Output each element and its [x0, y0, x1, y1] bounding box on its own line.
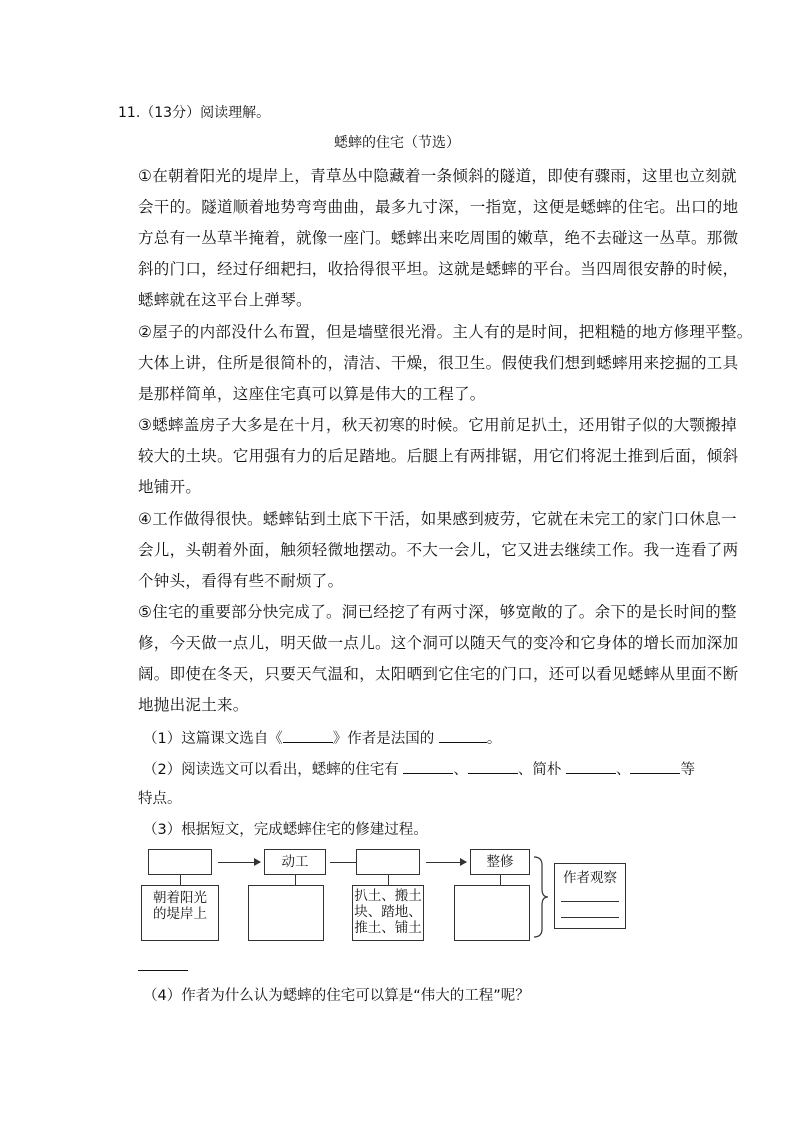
- detail3-line: 推土、铺土: [354, 920, 422, 936]
- paragraph-line: 较大的土块。它用强有力的后足踏地。后腿上有两排锯，用它们将泥土推到后面，倾斜: [138, 447, 739, 465]
- detail1-line: 朝着阳光: [153, 890, 207, 906]
- detail2-blank-box[interactable]: [248, 885, 324, 941]
- q1-text-c: 。: [486, 731, 502, 747]
- paragraph-line: ④工作做得很快。蟋蟀钻到土底下干活，如果感到疲劳，它就在未完工的家门口休息一: [138, 510, 737, 528]
- connector: [388, 875, 389, 885]
- sub-question-3: （3）根据短文，完成蟋蟀住宅的修建过程。: [143, 822, 428, 838]
- paragraph-line: 阔。即使在冬天，只要天气温和，太阳晒到它住宅的门口，还可以看见蟋蟀从里面不断: [138, 665, 739, 683]
- q1-text-a: （1）这篇课文选自《: [143, 731, 283, 747]
- detail4-blank-box[interactable]: [454, 885, 530, 941]
- paragraph-line: 大体上讲，住所是很简朴的，清洁、干燥，很卫生。假使我们想到蟋蟀用来挖掘的工具: [138, 354, 739, 372]
- paragraph-line: ③蟋蟀盖房子大多是在十月，秋天初寒的时候。它用前足扒土，还用钳子似的大颚搬掉: [138, 416, 737, 434]
- paragraph-line: 修，今天做一点儿，明天做一点儿。这个洞可以随天气的变冷和它身体的增长而加深加: [138, 634, 739, 652]
- answer-blank[interactable]: [566, 759, 616, 774]
- connector: [295, 875, 296, 885]
- answer-blank[interactable]: [403, 759, 453, 774]
- passage-title: 蟋蟀的住宅（节选）: [334, 135, 460, 151]
- paragraph-line: 地铺开。: [138, 478, 202, 496]
- stage2-box: [264, 849, 326, 875]
- stage4-box: [470, 849, 530, 875]
- paragraph-line: ⑤住宅的重要部分快完成了。洞已经挖了有两寸深，够宽敞的了。余下的是长时间的整: [138, 603, 737, 621]
- q2-sep: 、: [453, 762, 468, 778]
- detail1-box: [141, 885, 219, 941]
- detail3-line: 块、踏地、: [354, 904, 422, 920]
- observation-box: [554, 863, 626, 929]
- sub-question-4: （4）作者为什么认为蟋蟀的住宅可以算是“伟大的工程”呢？: [143, 988, 530, 1004]
- question-header: 11.（13分）阅读理解。: [118, 105, 271, 121]
- sub-question-2: [143, 759, 695, 780]
- stage4-label: 整修: [486, 854, 514, 870]
- paragraph-line: 个钟头，看得有些不耐烦了。: [138, 572, 344, 590]
- arrow-icon: [426, 862, 466, 863]
- construction-flow-diagram: [138, 845, 638, 945]
- observation-blank[interactable]: [561, 916, 619, 918]
- detail3-line: 扒土、搬土: [354, 888, 422, 904]
- q2-text-b: 、简朴: [517, 762, 562, 778]
- connector: [180, 875, 181, 885]
- stage3-blank-box[interactable]: [356, 849, 420, 875]
- q1-text-b: 》作者是法国的: [332, 731, 435, 747]
- paragraph-line: 会干的。隧道顺着地势弯弯曲曲，最多九寸深，一指宽，这便是蟋蟀的住宅。出口的地: [138, 198, 739, 216]
- observation-label: 作者观察: [563, 870, 617, 886]
- q2-line2: 特点。: [138, 791, 182, 807]
- q2-sep: 、: [615, 762, 631, 778]
- paragraph-line: 地抛出泥土来。: [138, 696, 249, 714]
- stage1-blank-box[interactable]: [148, 849, 212, 875]
- detail3-box: [352, 885, 424, 941]
- q2-text-c: 等: [680, 762, 695, 778]
- answer-blank[interactable]: [439, 728, 487, 743]
- paragraph-line: 是那样简单，这座住宅真可以算是伟大的工程了。: [138, 385, 486, 403]
- answer-blank[interactable]: [283, 728, 333, 743]
- paragraph-line: 蟋蟀就在这平台上弹琴。: [138, 291, 312, 309]
- answer-blank[interactable]: [468, 759, 518, 774]
- detail1-line: 的堤岸上: [153, 906, 207, 922]
- brace-icon: [532, 855, 550, 939]
- answer-blank[interactable]: [630, 759, 680, 774]
- sub-question-1: [143, 728, 501, 749]
- paragraph-line: ②屋子的内部没什么布置，但是墙壁很光滑。主人有的是时间，把粗糙的地方修理平整。: [138, 323, 753, 341]
- paragraph-line: 会儿，头朝着外面，触须轻微地摆动。不大一会儿，它又进去继续工作。我一连看了两: [138, 541, 739, 559]
- paragraph-line: 方总有一丛草半掩着，就像一座门。蟋蟀出来吃周围的嫩草，绝不去碰这一丛草。那微: [138, 229, 739, 247]
- paragraph-line: 斜的门口，经过仔细耙扫，收拾得很平坦。这就是蟋蟀的平台。当四周很安静的时候，: [138, 260, 739, 278]
- stage2-label: 动工: [281, 854, 309, 870]
- arrow-icon: [218, 862, 260, 863]
- observation-blank[interactable]: [561, 900, 619, 902]
- paragraph-line: ①在朝着阳光的堤岸上，青草丛中隐藏着一条倾斜的隧道，即使有骤雨，这里也立刻就: [138, 167, 737, 185]
- answer-blank[interactable]: [138, 970, 188, 971]
- connector: [500, 875, 501, 885]
- q2-text-a: （2）阅读选文可以看出，蟋蟀的住宅有: [143, 762, 399, 778]
